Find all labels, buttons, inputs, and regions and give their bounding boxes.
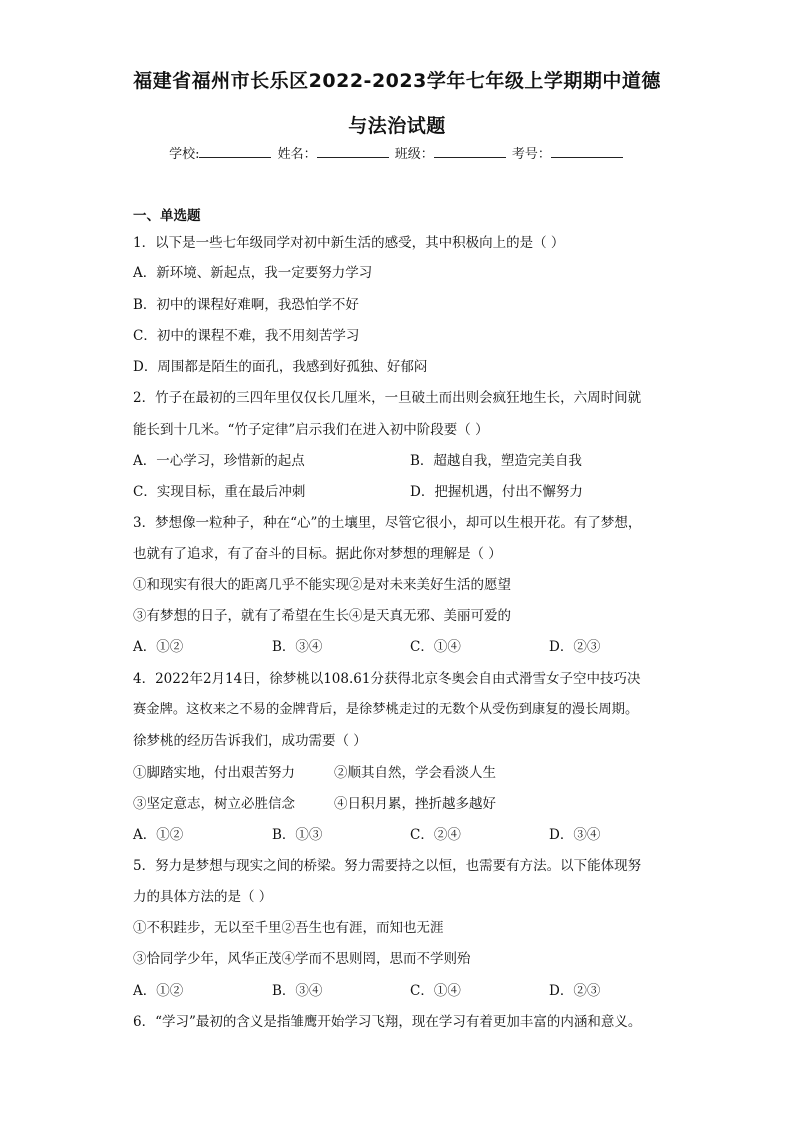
- question-5-option-a: A．①②: [133, 983, 184, 999]
- question-5-stem-line2: 力的具体方法的是（ ）: [133, 889, 273, 905]
- question-4-statement-1: ①脚踏实地，付出艰苦努力: [133, 765, 295, 781]
- question-5-statements-line2: ③恰同学少年，风华正茂④学而不思则罔，思而不学则殆: [133, 951, 471, 967]
- question-4-option-a: A．①②: [133, 827, 184, 843]
- name-label: 姓名：: [277, 147, 317, 162]
- question-4-option-c: C．②④: [410, 827, 461, 843]
- question-3-statements-line1: ①和现实有很大的距离几乎不能实现②是对未来美好生活的愿望: [133, 577, 511, 593]
- question-3-option-a: A．①②: [133, 639, 184, 655]
- question-4-option-d: D．③④: [549, 827, 601, 843]
- question-4-statement-3: ③坚定意志，树立必胜信念: [133, 796, 295, 812]
- name-blank[interactable]: [317, 145, 389, 158]
- class-blank[interactable]: [434, 145, 506, 158]
- exam-number-blank[interactable]: [551, 145, 623, 158]
- question-1-option-d: D．周围都是陌生的面孔，我感到好孤独、好郁闷: [133, 359, 428, 375]
- question-1-option-c: C．初中的课程不难，我不用刻苦学习: [133, 328, 360, 344]
- class-label: 班级：: [394, 147, 434, 162]
- question-2-option-a: A．一心学习，珍惜新的起点: [133, 453, 305, 469]
- question-4-stem-line3: 徐梦桃的经历告诉我们，成功需要（ ）: [133, 733, 367, 749]
- question-5-option-b: B．③④: [272, 983, 323, 999]
- question-1-option-a: A．新环境、新起点，我一定要努力学习: [133, 265, 373, 281]
- question-5-option-c: C．①④: [410, 983, 461, 999]
- question-4-stem-line2: 赛金牌。这枚来之不易的金牌背后，是徐梦桃走过的无数个从受伤到康复的漫长周期。: [133, 702, 639, 717]
- question-5-stem-line1: 5．努力是梦想与现实之间的桥梁。努力需要持之以恒，也需要有方法。以下能体现努: [133, 858, 642, 874]
- question-2-stem-line2: 能长到十几米。“竹子定律”启示我们在进入初中阶段要（ ）: [133, 422, 489, 438]
- question-2-option-c: C．实现目标，重在最后冲刺: [133, 484, 306, 500]
- question-4-statement-2: ②顺其自然，学会看淡人生: [334, 765, 496, 781]
- question-5-statements-line1: ①不积跬步，无以至千里②吾生也有涯，而知也无涯: [133, 920, 444, 936]
- question-6-stem-line1: 6．“学习”最初的含义是指雏鹰开始学习飞翔，现在学习有着更加丰富的内涵和意义。: [133, 1014, 642, 1030]
- student-info-row: [0, 143, 794, 162]
- question-3-stem-line1: 3．梦想像一粒种子，种在“心”的土壤里，尽管它很小，却可以生根开花。有了梦想，: [133, 515, 642, 531]
- question-1-option-b: B．初中的课程好难啊，我恐怕学不好: [133, 297, 359, 313]
- question-2-stem-line1: 2．竹子在最初的三四年里仅仅长几厘米，一旦破土而出则会疯狂地生长，六周时间就: [133, 390, 642, 406]
- question-3-option-c: C．①④: [410, 639, 461, 655]
- question-3-stem-line2: 也就有了追求，有了奋斗的目标。据此你对梦想的理解是（ ）: [133, 546, 502, 562]
- question-3-statements-line2: ③有梦想的日子，就有了希望在生长④是天真无邪、美丽可爱的: [133, 608, 511, 624]
- question-2-option-d: D．把握机遇，付出不懈努力: [410, 484, 583, 500]
- exam-title-line2: 与法治试题: [348, 115, 446, 137]
- section-heading-single-choice: 一、单选题: [133, 208, 201, 224]
- question-4-statement-4: ④日积月累，挫折越多越好: [334, 796, 496, 812]
- school-label: 学校:: [169, 147, 200, 162]
- question-4-option-b: B．①③: [272, 827, 323, 843]
- question-5-option-d: D．②③: [549, 983, 601, 999]
- question-3-option-d: D．②③: [549, 639, 601, 655]
- question-2-option-b: B．超越自我，塑造完美自我: [410, 453, 582, 469]
- exam-title-line1: 福建省福州市长乐区2022-2023学年七年级上学期期中道德: [133, 70, 661, 92]
- question-4-stem-line1: 4．2022年2月14日，徐梦桃以108.61分获得北京冬奥会自由式滑雪女子空中技巧决: [133, 671, 641, 687]
- exam-number-label: 考号：: [511, 147, 551, 162]
- school-blank[interactable]: [199, 145, 271, 158]
- question-3-option-b: B．③④: [272, 639, 323, 655]
- question-1-stem: 1．以下是一些七年级同学对初中新生活的感受，其中积极向上的是（ ）: [133, 235, 565, 251]
